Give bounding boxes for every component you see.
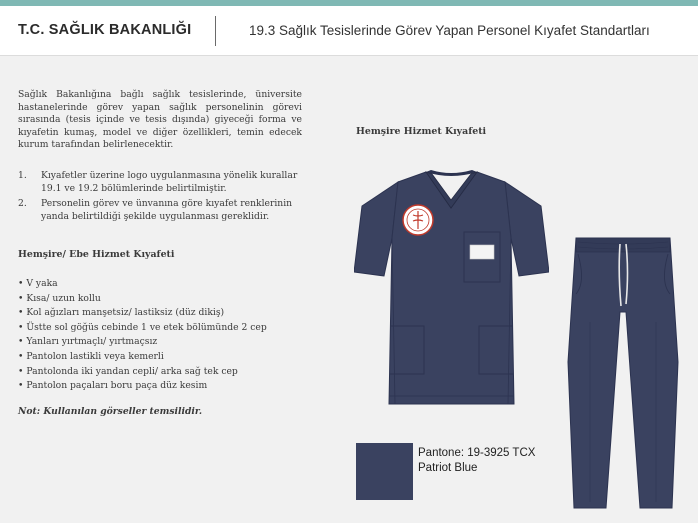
disclaimer-note: Not: Kullanılan görseller temsilidir. <box>18 405 203 417</box>
scrub-top-illustration <box>354 168 549 410</box>
pantone-label <box>418 446 535 476</box>
text-column <box>18 89 302 418</box>
item-number: 1. <box>18 169 27 181</box>
pantone-code: Pantone: 19-3925 TCX <box>418 447 536 459</box>
numbered-list <box>18 170 302 223</box>
pantone-swatch <box>356 443 413 500</box>
intro-paragraph: Sağlık Bakanlığına bağlı sağlık tesislerinde, üniversite hastanelerinde görev yapan sağlık personelinin görevi sırasında (tesis içinde ve tesis dışında) giyeceği forma ve kıyafetin kumaş, model ve diğer özellikleri, temin edecek kurum tarafından belirlenecektir. <box>18 89 302 151</box>
list-item: • V yaka <box>18 277 58 289</box>
section-title: Hemşire/ Ebe Hizmet Kıyafeti <box>18 249 175 261</box>
item-number: 2. <box>18 198 27 210</box>
numbered-item <box>18 170 302 195</box>
figure-title: Hemşire Hizmet Kıyafeti <box>356 126 487 137</box>
list-item: • Kısa/ uzun kollu <box>18 292 101 304</box>
list-item: • Pantolon paçaları boru paça düz kesim <box>18 380 208 392</box>
list-item: • Yanları yırtmaçlı/ yırtmaçsız <box>18 336 158 348</box>
page-header <box>0 6 698 56</box>
document-title: 19.3 Sağlık Tesislerinde Görev Yapan Personel Kıyafet Standartları <box>249 23 650 38</box>
list-item: • Pantolon lastikli veya kemerli <box>18 350 164 362</box>
item-text: Personelin görev ve ünvanına göre kıyafet renklerinin yanda belirtildiği şekilde uygulanması gereklidir. <box>41 198 293 222</box>
numbered-item <box>18 198 302 223</box>
item-text: Kıyafetler üzerine logo uygulanmasına yönelik kurallar 19.1 ve 19.2 bölümlerinde belirtilmiştir. <box>41 169 298 194</box>
list-item: • Üstte sol göğüs cebinde 1 ve etek bölümünde 2 cep <box>18 321 267 333</box>
ministry-name: T.C. SAĞLIK BAKANLIĞI <box>18 22 192 38</box>
header-divider <box>215 16 216 46</box>
scrub-pants-illustration <box>566 232 680 512</box>
ministry-logo-icon <box>403 205 433 235</box>
list-item: • Pantolonda iki yandan cepli/ arka sağ tek cep <box>18 365 238 377</box>
list-item: • Kol ağızları manşetsiz/ lastiksiz (düz dikiş) <box>18 307 225 319</box>
pantone-name: Patriot Blue <box>418 462 478 474</box>
feature-list <box>18 277 302 394</box>
